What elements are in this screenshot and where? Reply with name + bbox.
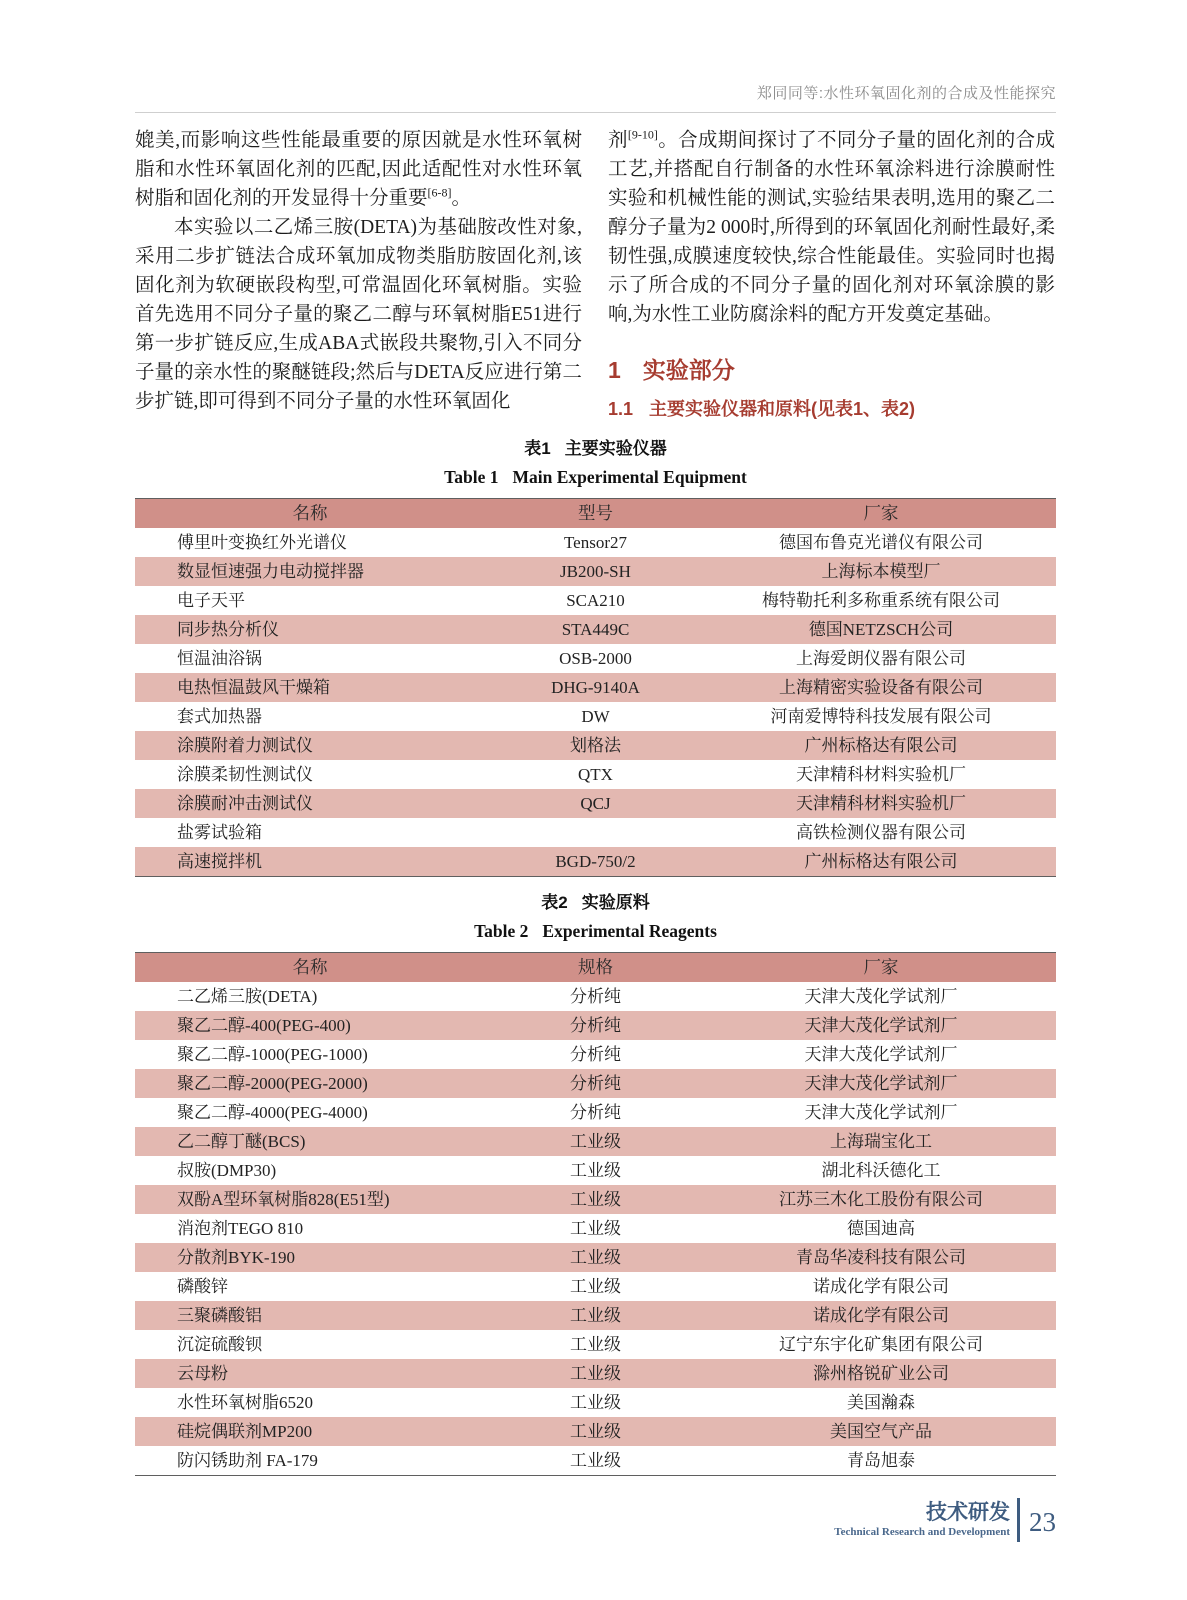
table-cell: 工业级 [569,1277,621,1296]
table-cell: 二乙烯三胺(DETA) [177,987,318,1006]
citation-superscript: [6-8] [427,185,452,200]
table-row [135,615,1056,644]
table-cell: 上海爱朗仪器有限公司 [796,649,966,668]
table-cell: 同步热分析仪 [135,615,485,644]
footer-divider [1017,1498,1020,1542]
paragraph-text: 。合成期间探讨了不同分子量的固化剂的合成工艺,并搭配自行制备的水性环氧涂料进行涂膜耐性实验和机械性能的测试,实验结果表明,选用的聚乙二醇分子量为2 000时,所得到的环氧固化剂耐性最好,柔韧性强,成膜速度较快,综合性能最佳。实验同时也揭示了所合成的不同分子量的固化剂对环氧涂膜的影响,为水性工业防腐涂料的配方开发奠定基础。 [608,130,1055,325]
table-row [135,702,1056,731]
table-cell: 诺成化学有限公司 [813,1277,949,1296]
table1-caption-cn-title: 主要实验仪器 [564,439,667,458]
table-row [135,1330,1056,1359]
running-header [135,82,1056,113]
table1-caption-en-label: Table 1 [444,467,499,487]
table-cell: 消泡剂TEGO 810 [177,1219,304,1238]
table-row [135,1156,1056,1185]
table-cell: 聚乙二醇-400(PEG-400) [135,1011,485,1040]
page-footer [834,1498,1056,1542]
column-header: 厂家 [706,953,1056,983]
table-row [135,847,1056,877]
table-cell: STA449C [485,615,706,644]
section-number: 1 [608,357,621,383]
table-cell: 辽宁东宇化矿集团有限公司 [779,1335,983,1354]
paragraph-text: 。 [451,188,472,209]
section-heading-1 [608,356,1055,384]
table-cell: 分析纯 [569,987,621,1006]
section-title: 主要实验仪器和原料(见表1、表2) [649,399,916,419]
table-header-row [135,499,1056,529]
table-cell: 美国空气产品 [706,1417,1056,1446]
section-number: 1.1 [608,399,634,419]
table-cell: 工业级 [569,1161,621,1180]
table-cell: 工业级 [569,1335,621,1354]
paragraph-continued [135,126,582,213]
column-header: 型号 [485,499,706,529]
paragraph-continued [608,126,1055,329]
footer-section-en: Technical Research and Development [834,1525,1010,1538]
left-column [135,126,582,421]
table-row [135,1185,1056,1214]
table-cell: 数显恒速强力电动搅拌器 [135,557,485,586]
table-cell: 上海精密实验设备有限公司 [706,673,1056,702]
table-cell: 德国迪高 [847,1219,915,1238]
table-cell: 诺成化学有限公司 [706,1301,1056,1330]
table-row [135,1098,1056,1127]
table2-caption-en-label: Table 2 [474,921,529,941]
page-number: 23 [1029,1507,1056,1537]
table-cell: 分散剂BYK-190 [135,1243,485,1272]
table-cell: 双酚A型环氧树脂828(E51型) [135,1185,485,1214]
table-cell: 湖北科沃德化工 [821,1161,941,1180]
table-cell: 分析纯 [569,1045,621,1064]
table-cell: 天津大茂化学试剂厂 [804,1103,958,1122]
table-cell: 傅里叶变换红外光谱仪 [177,533,347,552]
table-cell: 聚乙二醇-1000(PEG-1000) [177,1045,368,1064]
table-cell [485,818,706,847]
table-cell: 工业级 [569,1219,621,1238]
table-cell: 恒温油浴锅 [177,649,262,668]
table2-caption-cn [135,891,1056,915]
table-row [135,528,1056,557]
table-row [135,1272,1056,1301]
table-row [135,644,1056,673]
table-row [135,1040,1056,1069]
table-cell: 盐雾试验箱 [177,823,262,842]
column-header: 厂家 [706,499,1056,529]
table-cell: 工业级 [485,1127,706,1156]
table-cell: 工业级 [485,1359,706,1388]
table-header-row [135,953,1056,983]
table-cell: 天津精科材料实验机厂 [706,789,1056,818]
running-header-text: 郑同同等:水性环氧固化剂的合成及性能探究 [756,85,1056,102]
table-cell: 上海标本模型厂 [706,557,1056,586]
table-cell: 涂膜柔韧性测试仪 [177,765,313,784]
table-cell: 聚乙二醇-2000(PEG-2000) [135,1069,485,1098]
table1-block [135,437,1056,877]
table1-caption-en [135,465,1056,489]
table-cell: 天津大茂化学试剂厂 [804,987,958,1006]
column-header: 规格 [485,953,706,983]
table-cell: 套式加热器 [177,707,262,726]
table-cell: QCJ [485,789,706,818]
table-cell: 天津大茂化学试剂厂 [706,1011,1056,1040]
table-cell: 划格法 [485,731,706,760]
table-cell: 工业级 [485,1301,706,1330]
table-cell: 江苏三木化工股份有限公司 [706,1185,1056,1214]
table-cell: 涂膜附着力测试仪 [135,731,485,760]
table-row [135,731,1056,760]
table-cell: 上海瑞宝化工 [706,1127,1056,1156]
table-cell: DW [581,707,610,726]
table-cell: 聚乙二醇-4000(PEG-4000) [177,1103,368,1122]
table-cell: 美国瀚森 [847,1393,915,1412]
column-header: 名称 [135,499,485,529]
table-cell: 天津大茂化学试剂厂 [706,1069,1056,1098]
table2-block [135,891,1056,1476]
table-row [135,1417,1056,1446]
table-cell: 叔胺(DMP30) [177,1161,277,1180]
table-row [135,1359,1056,1388]
table-cell: 高速搅拌机 [135,847,485,877]
table-cell: 分析纯 [485,1011,706,1040]
table-cell: 电热恒温鼓风干燥箱 [135,673,485,702]
table-cell: 德国布鲁克光谱仪有限公司 [779,533,983,552]
table2-caption-cn-label: 表2 [541,893,568,912]
table-cell: OSB-2000 [559,649,632,668]
table-cell: 分析纯 [485,1069,706,1098]
table-cell: BGD-750/2 [485,847,706,877]
table-row [135,1127,1056,1156]
table-cell: 青岛旭泰 [847,1451,915,1470]
paragraph-text: 剂 [608,130,628,151]
table-cell: 广州标格达有限公司 [706,847,1056,877]
table-row [135,557,1056,586]
paragraph: 本实验以二乙烯三胺(DETA)为基础胺改性对象,采用二步扩链法合成环氧加成物类脂肪胺固化剂,该固化剂为软硬嵌段构型,可常温固化环氧树脂。实验首先选用不同分子量的聚乙二醇与环氧树脂E51进行第一步扩链反应,生成ABA式嵌段共聚物,引入不同分子量的亲水性的聚醚链段;然后与DETA反应进行第二步扩链,即可得到不同分子量的水性环氧固化 [135,217,582,412]
table-cell: 滁州格锐矿业公司 [706,1359,1056,1388]
table-cell: 三聚磷酸铝 [135,1301,485,1330]
table-cell: 乙二醇丁醚(BCS) [135,1127,485,1156]
table1-caption-cn-label: 表1 [524,439,551,458]
table-row [135,673,1056,702]
table-row [135,789,1056,818]
footer-section-cn: 技术研发 [926,1500,1010,1524]
table-row [135,1243,1056,1272]
table-cell: 工业级 [485,1243,706,1272]
table-cell: SCA210 [566,591,625,610]
table-cell: Tensor27 [563,533,627,552]
table-cell: 德国NETZSCH公司 [706,615,1056,644]
table-cell: 天津精科材料实验机厂 [796,765,966,784]
table-cell: 硅烷偶联剂MP200 [135,1417,485,1446]
reagents-table [135,952,1056,1476]
table-row [135,982,1056,1011]
column-header: 名称 [135,953,485,983]
table-row [135,760,1056,789]
table-cell: 涂膜耐冲击测试仪 [135,789,485,818]
table-cell: JB200-SH [485,557,706,586]
table-cell: 工业级 [485,1185,706,1214]
table-cell: QTX [578,765,613,784]
table-cell: 工业级 [569,1393,621,1412]
equipment-table [135,498,1056,877]
right-column [608,126,1055,421]
table-cell: 沉淀硫酸钡 [177,1335,262,1354]
table-row [135,1214,1056,1243]
paragraph-text: 媲美,而影响这些性能最重要的原因就是水性环氧树脂和水性环氧固化剂的匹配,因此适配性对水性环氧树脂和固化剂的开发显得十分重要 [135,130,582,209]
table-row [135,1388,1056,1417]
table1-caption-cn [135,437,1056,461]
table-cell: 青岛华凌科技有限公司 [706,1243,1056,1272]
table-cell: 分析纯 [569,1103,621,1122]
table-cell: 工业级 [485,1417,706,1446]
table2-caption-cn-title: 实验原料 [581,893,650,912]
table-cell: 广州标格达有限公司 [706,731,1056,760]
table-cell: 云母粉 [135,1359,485,1388]
table-cell: 天津大茂化学试剂厂 [804,1045,958,1064]
table1-caption-en-title: Main Experimental Equipment [512,467,747,487]
table-row [135,1446,1056,1476]
table-cell: 高铁检测仪器有限公司 [796,823,966,842]
table-row [135,1069,1056,1098]
section-heading-1-1 [608,397,1055,421]
table-cell: DHG-9140A [485,673,706,702]
section-title: 实验部分 [642,357,735,383]
table2-caption-en-title: Experimental Reagents [542,921,717,941]
table-cell: 防闪锈助剂 FA-179 [177,1451,318,1470]
table-row [135,1011,1056,1040]
table-row [135,1301,1056,1330]
citation-superscript: [9-10] [627,127,658,142]
table-cell: 水性环氧树脂6520 [177,1393,313,1412]
table-cell: 磷酸锌 [177,1277,228,1296]
table-cell: 河南爱博特科技发展有限公司 [770,707,992,726]
table-cell: 电子天平 [177,591,245,610]
table2-caption-en [135,919,1056,943]
table-cell: 工业级 [569,1451,621,1470]
intro-columns [135,126,1056,421]
table-row [135,586,1056,615]
footer-labels [834,1501,1010,1540]
table-cell: 梅特勒托利多称重系统有限公司 [762,591,1000,610]
table-row [135,818,1056,847]
